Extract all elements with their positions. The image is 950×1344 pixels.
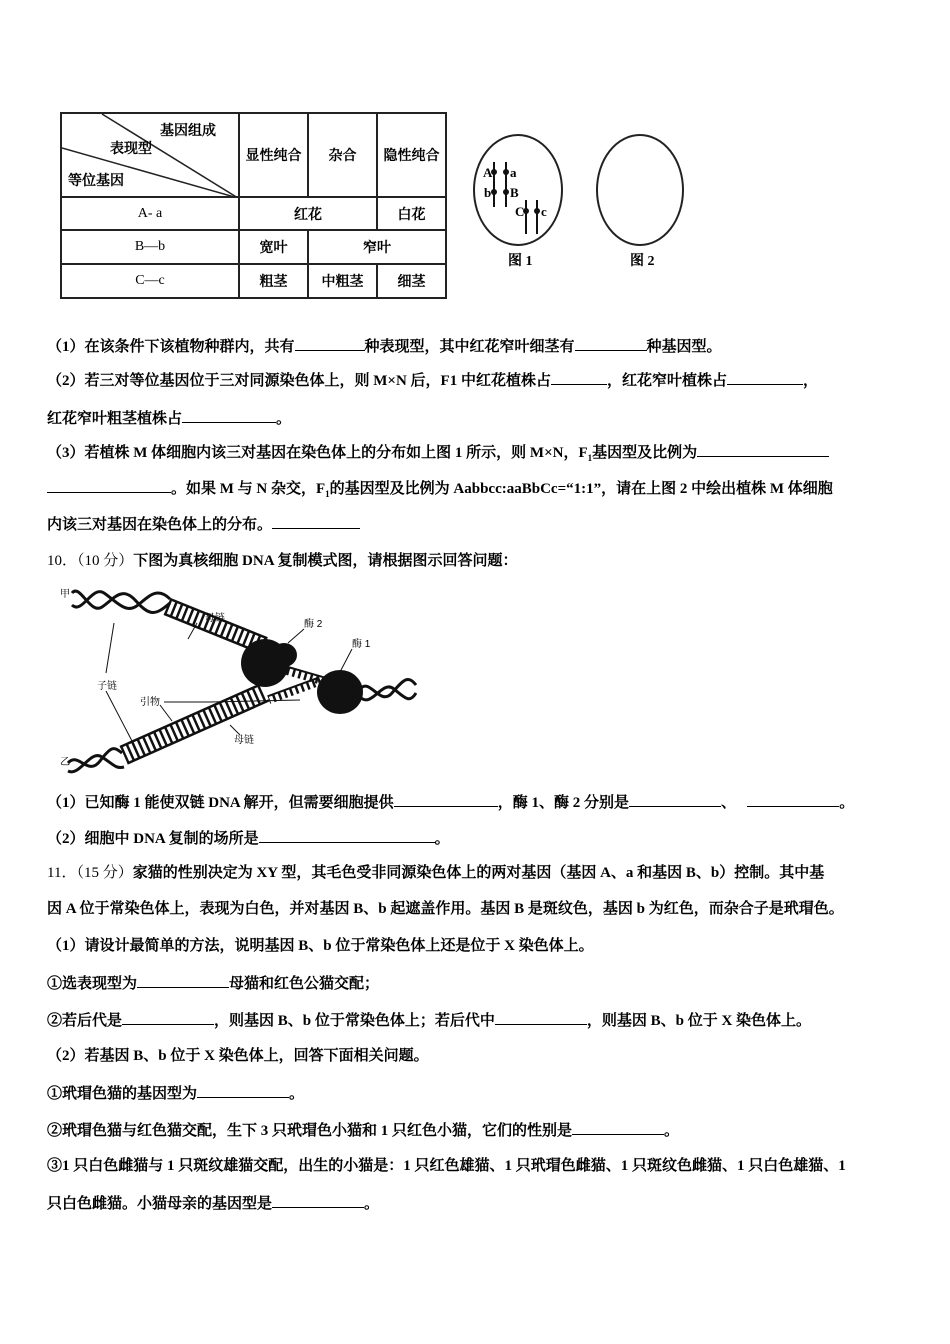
answer-blank — [295, 336, 365, 351]
phenotype-cell: 白花 — [377, 197, 446, 230]
phenotype-cell: 中粗茎 — [308, 264, 377, 298]
subscript: 1 — [587, 453, 593, 463]
text: 。 — [289, 1086, 305, 1102]
answer-blank — [272, 1193, 364, 1208]
q9-part2-cont — [47, 408, 291, 429]
figure2-caption: 图 2 — [630, 254, 655, 269]
text: ①玳瑁色猫的基因型为 — [47, 1086, 198, 1102]
col-header: 隐性纯合 — [377, 113, 446, 197]
answer-blank — [137, 973, 229, 988]
label-child-strand: 子链 — [97, 681, 117, 692]
answer-blank — [122, 1010, 214, 1025]
text: 只白色雌猫。小猫母亲的基因型是 — [47, 1196, 273, 1212]
text: 基因型及比例为 — [592, 445, 698, 461]
q11-part1-a — [47, 973, 379, 994]
label-mother-strand-2: 母链 — [234, 735, 254, 746]
label-jia: 甲 — [60, 589, 70, 600]
phenotype-cell: 宽叶 — [239, 230, 308, 264]
table-row — [61, 230, 446, 264]
question-number: 10． — [47, 553, 78, 569]
diagonal-header-cell — [61, 113, 239, 197]
gene-label: a — [510, 165, 517, 180]
text: （2）细胞中 DNA 复制的场所是 — [47, 831, 259, 847]
text: ，红花窄叶植株占 — [606, 373, 727, 389]
q11-part1-b — [47, 1010, 811, 1031]
gene-label: B — [510, 185, 519, 200]
text: 。如果 M 与 N 杂交，F — [171, 481, 326, 497]
text: （2）若基因 B、b 位于 X 染色体上，回答下面相关问题。 — [47, 1048, 429, 1064]
answer-blank — [272, 514, 360, 529]
text: ②玳瑁色猫与红色猫交配，生下 3 只玳瑁色小猫和 1 只红色小猫，它们的性别是 — [47, 1123, 573, 1139]
figure2-empty-cell — [594, 132, 690, 252]
text: 红花窄叶粗茎植株占 — [47, 411, 183, 427]
answer-blank — [259, 828, 435, 843]
allele-cell: B—b — [61, 230, 239, 264]
col-header: 显性纯合 — [239, 113, 308, 197]
text: 。 — [364, 1196, 380, 1212]
text: ③1 只白色雌猫与 1 只斑纹雄猫交配，出生的小猫是：1 只红色雄猫、1 只玳瑁色雌猫、1 只斑纹色雌猫、1 只白色雄猫、1 — [47, 1158, 846, 1174]
text: ①选表现型为 — [47, 976, 138, 992]
text: 、 — [720, 795, 736, 811]
question-score: （10 分） — [77, 553, 134, 569]
answer-blank — [629, 792, 721, 807]
q11-part2-b — [47, 1120, 679, 1141]
allele-cell: C—c — [61, 264, 239, 298]
q10-part1 — [47, 792, 854, 813]
text: 内该三对基因在染色体上的分布。 — [47, 517, 273, 533]
question-number: 11． — [47, 865, 77, 881]
phenotype-cell: 细茎 — [377, 264, 446, 298]
answer-blank — [47, 478, 171, 493]
answer-blank — [495, 1010, 587, 1025]
phenotype-cell: 窄叶 — [308, 230, 446, 264]
header-allele: 等位基因 — [68, 174, 124, 189]
q11-stem-cont — [47, 899, 844, 919]
q9-part2 — [47, 370, 818, 391]
q9-part3 — [47, 442, 829, 468]
figure1-cell-diagram — [470, 132, 570, 252]
text: 。 — [664, 1123, 680, 1139]
q11-stem — [47, 863, 824, 883]
text: 母猫和红色公猫交配； — [229, 976, 380, 992]
question-score: （15 分） — [76, 865, 133, 881]
label-mother-strand: 母链 — [205, 613, 225, 624]
answer-blank — [394, 792, 498, 807]
text: 种基因型。 — [646, 339, 722, 355]
q10-part2 — [47, 828, 450, 849]
q9-part1 — [47, 336, 722, 357]
answer-blank — [551, 370, 607, 385]
text: ， — [802, 373, 818, 389]
text: 家猫的性别决定为 XY 型，其毛色受非同源染色体上的两对基因（基因 A、a 和基因 B、b）控制。其中基 — [132, 865, 825, 881]
text: 。 — [434, 831, 450, 847]
text: （2）若三对等位基因位于三对同源染色体上，则 M×N 后，F1 中红花植株占 — [47, 373, 551, 389]
phenotype-cell: 粗茎 — [239, 264, 308, 298]
col-header: 杂合 — [308, 113, 377, 197]
gene-label: A — [483, 165, 493, 180]
answer-blank — [182, 408, 276, 423]
answer-blank — [575, 336, 647, 351]
q10-stem — [47, 551, 517, 571]
label-enzyme1: 酶 1 — [352, 639, 371, 650]
header-genotype: 基因组成 — [160, 124, 216, 139]
subscript: 1 — [325, 489, 330, 499]
text: （1）在该条件下该植物种群内，共有 — [47, 339, 295, 355]
answer-blank — [197, 1083, 289, 1098]
answer-blank — [747, 792, 839, 807]
text: （1）请设计最简单的方法，说明基因 B、b 位于常染色体上还是位于 X 染色体上。 — [47, 938, 594, 954]
phenotype-cell: 红花 — [239, 197, 377, 230]
gene-label: c — [541, 204, 547, 219]
figure1-caption: 图 1 — [508, 254, 533, 269]
text: 。 — [839, 795, 855, 811]
q11-part1 — [47, 936, 594, 956]
text: 下图为真核细胞 DNA 复制模式图，请根据图示回答问题： — [133, 553, 518, 569]
text: ，则基因 B、b 位于常染色体上；若后代中 — [214, 1013, 495, 1029]
gene-label: b — [484, 185, 492, 200]
answer-blank — [727, 370, 803, 385]
answer-blank — [572, 1120, 664, 1135]
dna-replication-diagram — [60, 585, 420, 780]
header-phenotype: 表现型 — [110, 142, 152, 157]
gene-table — [60, 112, 447, 299]
q11-part2-a — [47, 1083, 304, 1104]
table-row — [61, 264, 446, 298]
text: ，酶 1、酶 2 分别是 — [497, 795, 629, 811]
label-yi: 乙 — [60, 757, 70, 768]
label-primer: 引物 — [140, 697, 160, 708]
q9-part3-cont — [47, 478, 833, 504]
gene-label: C — [515, 204, 525, 219]
text: 因 A 位于常染色体上，表现为白色，并对基因 B、b 起遮盖作用。基因 B 是斑纹色，基因 b 为红色，而杂合子是玳瑁色。 — [47, 901, 844, 917]
text: 。 — [276, 411, 292, 427]
text: 种表现型，其中红花窄叶细茎有 — [364, 339, 575, 355]
label-enzyme2: 酶 2 — [304, 619, 323, 630]
q9-part3-end — [47, 514, 360, 535]
text: 的基因型及比例为 Aabbcc:aaBbCc=“1:1”，请在上图 2 中绘出植株 M 体细胞 — [329, 481, 833, 497]
allele-cell: A- a — [61, 197, 239, 230]
answer-blank — [697, 442, 829, 457]
q11-part2-d — [47, 1193, 379, 1214]
text: （3）若植株 M 体细胞内该三对基因在染色体上的分布如上图 1 所示，则 M×N，F — [47, 445, 588, 461]
q11-part2-c — [47, 1156, 846, 1176]
text: （1）已知酶 1 能使双链 DNA 解开，但需要细胞提供 — [47, 795, 394, 811]
text: ②若后代是 — [47, 1013, 123, 1029]
table-row — [61, 197, 446, 230]
text: ，则基因 B、b 位于 X 染色体上。 — [586, 1013, 812, 1029]
q11-part2 — [47, 1046, 429, 1066]
